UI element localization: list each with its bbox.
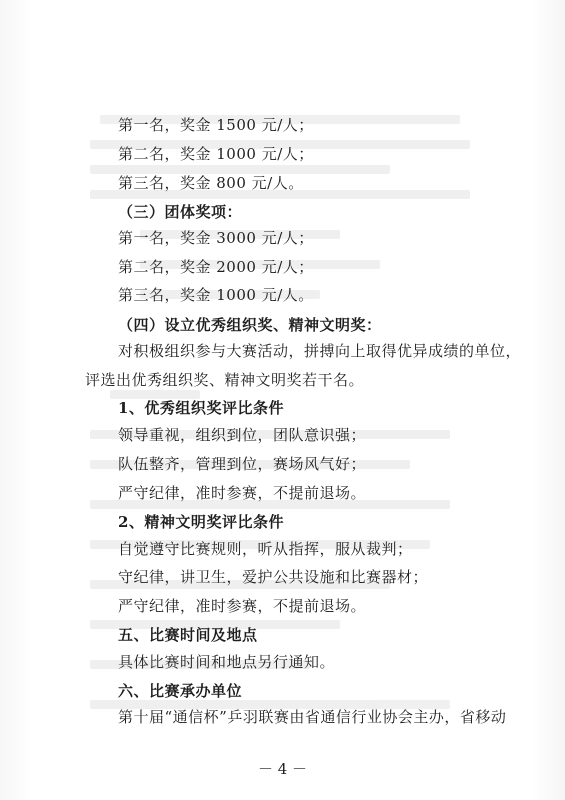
section-heading: 1、优秀组织奖评比条件: [118, 399, 284, 417]
text-line: 严守纪律，准时参赛，不提前退场。: [118, 597, 367, 615]
text-line: 第一名，奖金 1500 元/人；: [118, 116, 314, 134]
section-heading: 五、比赛时间及地点: [118, 626, 258, 644]
section-heading: 六、比赛承办单位: [118, 682, 243, 700]
text-line: 自觉遵守比赛规则，听从指挥，服从裁判；: [118, 540, 413, 558]
text-line: 守纪律，讲卫生，爱护公共设施和比赛器材；: [118, 568, 429, 586]
text-line: 队伍整齐，管理到位，赛场风气好；: [118, 455, 367, 473]
section-heading: 2、精神文明奖评比条件: [118, 513, 284, 531]
text-line: 评选出优秀组织奖、精神文明奖若干名。: [85, 371, 365, 389]
text-line: 严守纪律，准时参赛，不提前退场。: [118, 484, 367, 502]
text-line: 第三名，奖金 1000 元/人。: [118, 286, 314, 304]
text-line: 第三名，奖金 800 元/人。: [118, 174, 304, 192]
section-heading: （三）团体奖项：: [118, 203, 243, 221]
text-line: 领导重视，组织到位，团队意识强；: [118, 426, 367, 444]
text-line: 第十届“通信杯”乒羽联赛由省通信行业协会主办，省移动: [118, 708, 507, 726]
text-line: 具体比赛时间和地点另行通知。: [118, 653, 336, 671]
section-heading: （四）设立优秀组织奖、精神文明奖：: [118, 316, 382, 334]
text-line: 第二名，奖金 1000 元/人；: [118, 145, 314, 163]
text-line: 第一名，奖金 3000 元/人；: [118, 229, 314, 247]
text-line: 对积极组织参与大赛活动，拼搏向上取得优异成绩的单位，: [118, 342, 522, 360]
text-line: 第二名，奖金 2000 元/人；: [118, 258, 314, 276]
page-number: － 4 －: [257, 760, 308, 778]
